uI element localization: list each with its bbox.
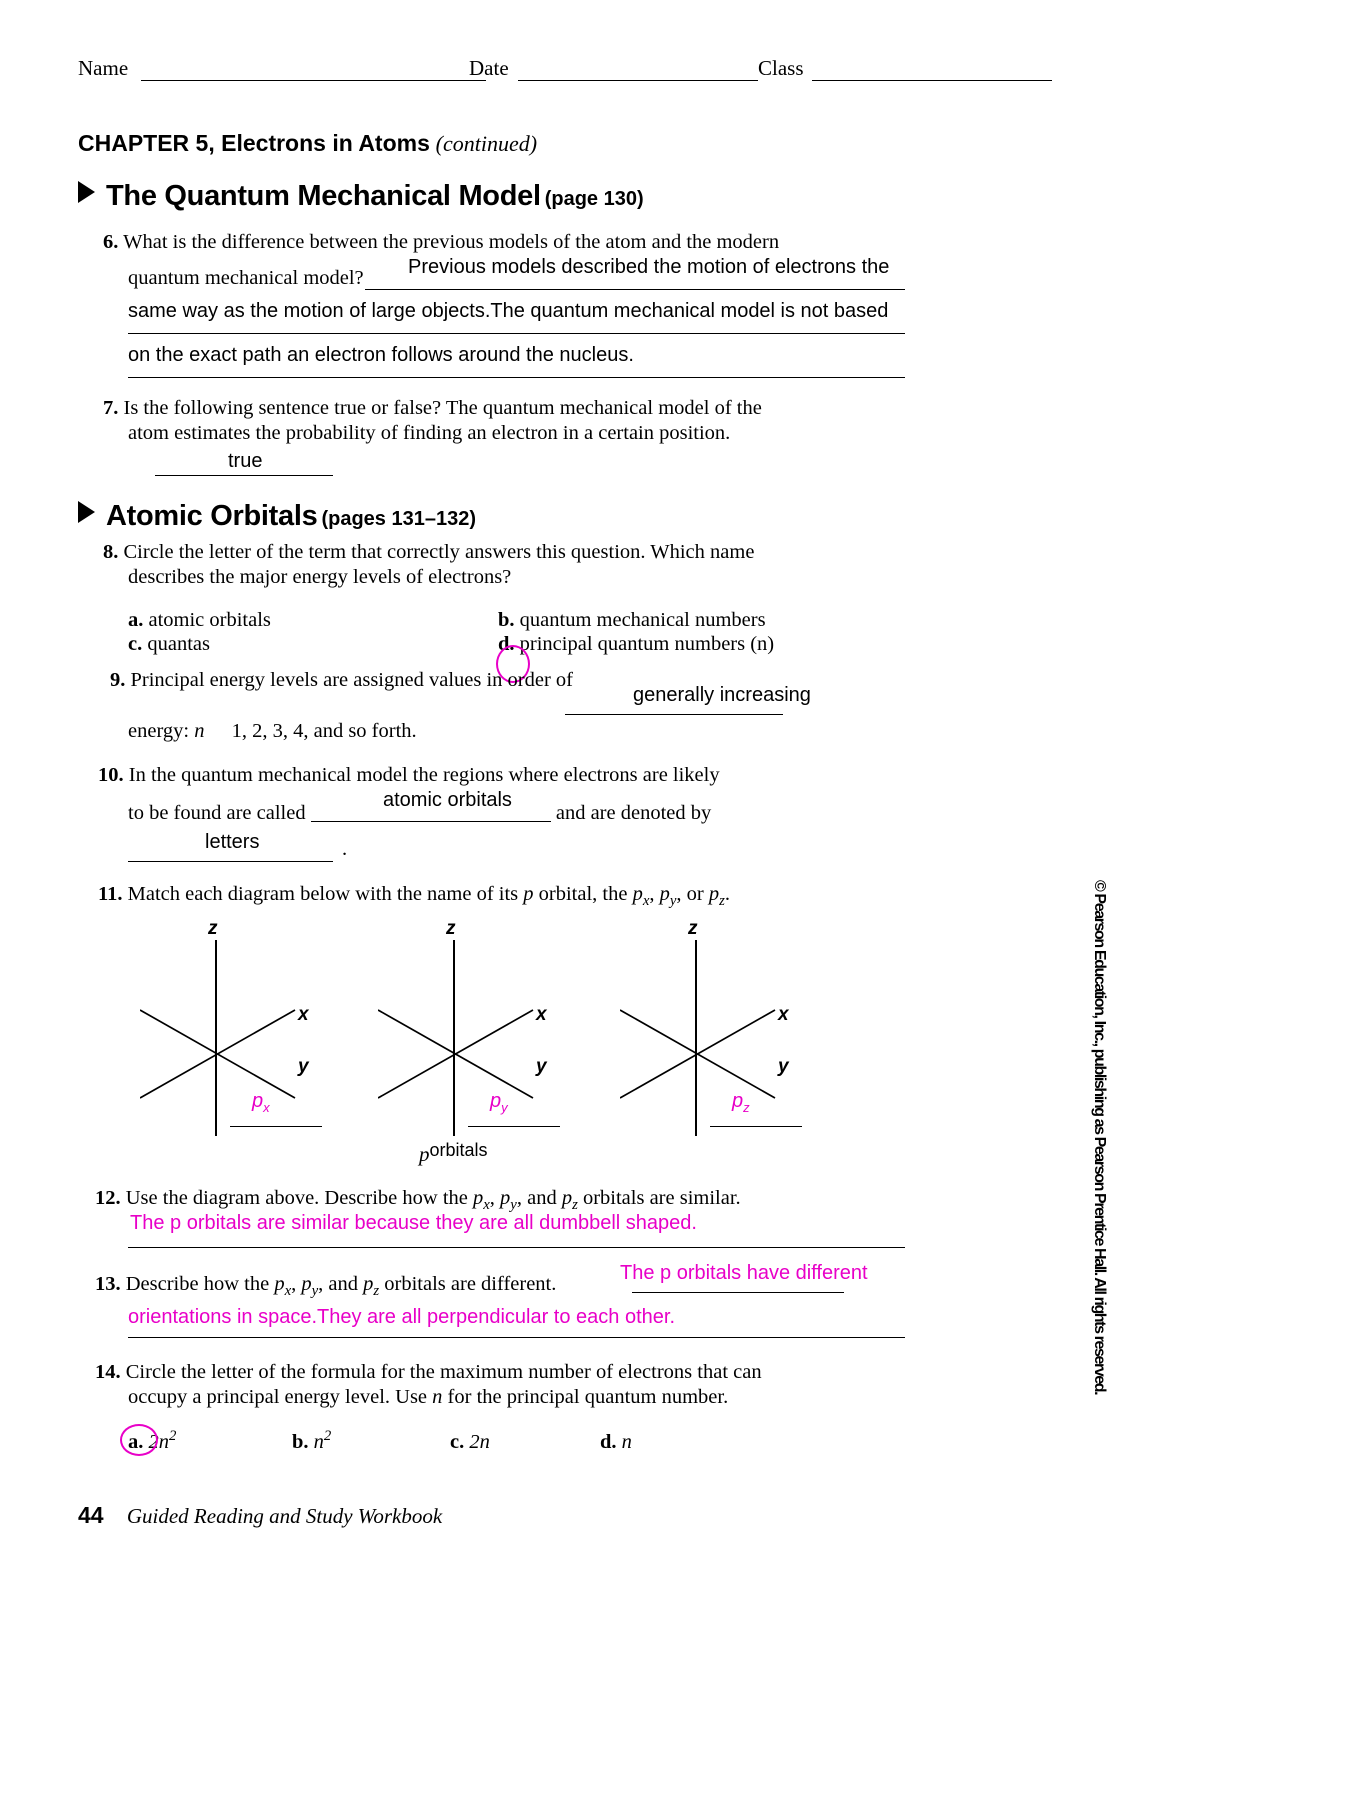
option-letter: b. [498,609,515,631]
question-number: 10. [98,764,124,786]
question-number: 8. [103,541,119,563]
answer-blank-10a[interactable] [311,821,551,822]
question-text-line2: quantum mechanical model? [128,267,364,289]
option-text: principal quantum numbers (n) [519,633,775,655]
name-label: Name [78,56,129,80]
axis-label-z: z [208,918,218,939]
question-text-line1: Circle the letter of the term that correctly answers this question. Which name [123,541,755,563]
option-letter: a. [128,1430,144,1453]
option-14-c[interactable] [450,1428,490,1454]
question-text-pre: Match each diagram below with the name of its [127,883,524,905]
axis-label-y: y [536,1056,547,1077]
answer-12: The p orbitals are similar because they are all dumbbell shaped. [130,1212,697,1234]
date-field[interactable] [518,80,758,81]
page-header [78,56,1008,90]
section-heading-quantum-mechanical-model [78,180,644,213]
question-13: 13. Describe how the $p_x$, $p_y$, and $p_z$ orbitals are different. [95,1273,557,1300]
chapter-title: CHAPTER 5, Electrons in Atoms [78,130,430,156]
option-14-b[interactable] [292,1428,331,1454]
chapter-continued: (continued) [435,131,538,156]
question-text-pre: Describe how the [125,1273,275,1295]
answer-rule-diagram-3[interactable] [710,1126,802,1127]
answer-rule-6a[interactable] [365,289,905,290]
axis-label-y: y [778,1056,789,1077]
question-text-line2-pre: occupy a principal energy level. Use [128,1386,433,1408]
answer-6-line3: on the exact path an electron follows around the nucleus. [128,344,634,366]
question-text-line1: Principal energy levels are assigned values in order of [130,669,574,691]
orbital-pz: $p_z$ [708,883,725,910]
option-letter: c. [450,1430,465,1453]
option-formula: $2n^2$ [148,1428,177,1453]
axis-label-z: z [446,918,456,939]
question-number: 11. [98,883,123,905]
option-letter: b. [292,1430,309,1453]
orbital-diagram-px [140,918,390,1138]
question-6-line2 [128,266,364,291]
variable-n: n [194,720,205,742]
axis-label-x: x [778,1004,789,1025]
section-heading-atomic-orbitals [78,500,476,533]
answer-13-line1: The p orbitals have different [620,1262,868,1284]
answer-rule-13a[interactable] [632,1292,844,1293]
question-7 [103,396,963,421]
option-formula: $n^2$ [313,1428,332,1453]
triangle-bullet-icon [78,181,95,203]
axis-label-y: y [298,1056,309,1077]
option-letter: d. [498,633,515,655]
question-number: 14. [95,1361,121,1383]
option-a[interactable] [128,609,271,632]
name-field[interactable] [141,80,486,81]
page-footer [78,1502,442,1529]
footer-text: Guided Reading and Study Workbook [126,1504,443,1528]
axis-label-x: x [536,1004,547,1025]
question-10 [98,763,720,788]
option-14-d[interactable] [600,1428,632,1454]
question-text-line2-pre: energy: [128,720,195,742]
answer-rule-12[interactable] [128,1247,905,1248]
orbital-label-pz: $p_z$ [732,1090,750,1115]
answer-rule-diagram-1[interactable] [230,1126,322,1127]
orbital-py: $p_y$ [659,883,677,910]
question-8 [103,540,963,565]
circled-answer-marker-14 [120,1424,158,1456]
option-formula: n [621,1430,632,1453]
question-text-pre: Use the diagram above. Describe how the [125,1187,473,1209]
answer-6-line1: Previous models described the motion of electrons the [408,256,890,278]
question-number: 7. [103,397,119,419]
question-text-line2-post: 1, 2, 3, 4, and so forth. [231,720,417,742]
italic-p: p [523,883,534,905]
class-field[interactable] [812,80,1052,81]
page-number: 44 [78,1502,104,1528]
question-8-line2 [128,565,511,590]
option-d[interactable] [498,633,774,656]
orbital-diagram-py [378,918,628,1138]
section-pages: (pages 131–132) [321,508,476,530]
question-text-line1: What is the difference between the previous models of the atom and the modern [123,231,780,253]
orbital-pz: $p_z$ [363,1273,380,1300]
diagram-caption [419,1140,488,1167]
orbital-px: $p_x$ [473,1187,490,1214]
question-text-mid: orbitals are different. [379,1273,557,1295]
chapter-line [78,130,537,157]
question-text-line1: Circle the letter of the formula for the maximum number of electrons that can [125,1361,762,1383]
caption-p: p [419,1142,430,1166]
answer-rule-9[interactable] [565,714,783,715]
question-text-line2-post: and are denoted by [555,802,712,824]
option-text: quantas [147,633,210,655]
option-text: quantum mechanical numbers [519,609,766,631]
question-14-line2 [128,1385,728,1410]
orbital-label-px: $p_x$ [252,1090,270,1115]
option-text: atomic orbitals [148,609,271,631]
question-text-line2-post: for the principal quantum number. [442,1386,729,1408]
question-number: 13. [95,1273,121,1295]
copyright-notice: © Pearson Education, Inc., publishing as Pearson Prentice Hall. All rights reserved. [1091,880,1108,1395]
question-7-line2 [128,421,730,446]
option-c[interactable] [128,633,210,656]
date-label: Date [469,56,509,80]
answer-rule-10b[interactable] [128,861,333,862]
answer-7: true [228,450,263,472]
variable-n: n [432,1386,443,1408]
answer-10-a: atomic orbitals [383,789,512,811]
question-text-line1: Is the following sentence true or false? The quantum mechanical model of the [123,397,762,419]
axis-label-x: x [298,1004,309,1025]
orbital-py: $p_y$ [301,1273,319,1300]
option-letter: d. [600,1430,617,1453]
orbital-px: $p_x$ [274,1273,292,1300]
question-text-line1: In the quantum mechanical model the regions where electrons are likely [128,764,720,786]
question-9-line2 [128,719,417,744]
answer-10-b: letters [205,831,260,853]
question-9 [110,668,573,693]
question-text-line2: describes the major energy levels of electrons? [128,566,512,588]
orbital-label-py: $p_y$ [490,1090,508,1115]
question-text-mid: orbital, the [533,883,633,905]
option-letter: c. [128,633,143,655]
question-number: 12. [95,1187,121,1209]
caption-orbitals: orbitals [429,1140,488,1160]
question-6 [103,230,963,255]
answer-9: generally increasing [633,684,811,706]
class-label: Class [758,56,804,80]
question-14 [95,1360,762,1385]
answer-rule-7[interactable] [155,475,333,476]
question-number: 6. [103,231,119,253]
section-pages: (page 130) [544,188,644,210]
question-text-or: , or [676,883,709,905]
question-10-period: . [342,838,348,860]
answer-6-line2: same way as the motion of large objects.The quantum mechanical model is not based [128,300,889,322]
orbital-px: $p_x$ [632,883,650,910]
answer-rule-6c[interactable] [128,377,905,378]
section-title: Atomic Orbitals [106,500,318,532]
question-text-line2: atom estimates the probability of finding an electron in a certain position. [128,422,731,444]
triangle-bullet-icon [78,501,95,523]
orbital-pz: $p_z$ [561,1187,578,1214]
question-12: 12. Use the diagram above. Describe how the $p_x$, $p_y$, and $p_z$ orbitals are similar. [95,1187,741,1214]
orbital-py: $p_y$ [500,1187,517,1214]
question-text-mid: orbitals are similar. [577,1187,741,1209]
option-letter: a. [128,609,144,631]
answer-13-line2: orientations in space.They are all perpendicular to each other. [128,1306,676,1328]
orbital-diagram-pz [620,918,870,1138]
axis-label-z: z [688,918,698,939]
question-11: 11. Match each diagram below with the name of its p orbital, the $p_x$, $p_y$, or $p_z$. [98,883,730,910]
option-b[interactable] [498,609,766,632]
answer-rule-6b[interactable] [128,333,905,334]
answer-rule-diagram-2[interactable] [468,1126,560,1127]
question-text-line2-pre: to be found are called [128,802,306,824]
answer-rule-13b[interactable] [128,1337,905,1338]
question-number: 9. [110,669,126,691]
question-text-end: . [724,883,730,905]
section-title: The Quantum Mechanical Model [106,180,541,212]
option-formula: 2n [469,1430,490,1453]
